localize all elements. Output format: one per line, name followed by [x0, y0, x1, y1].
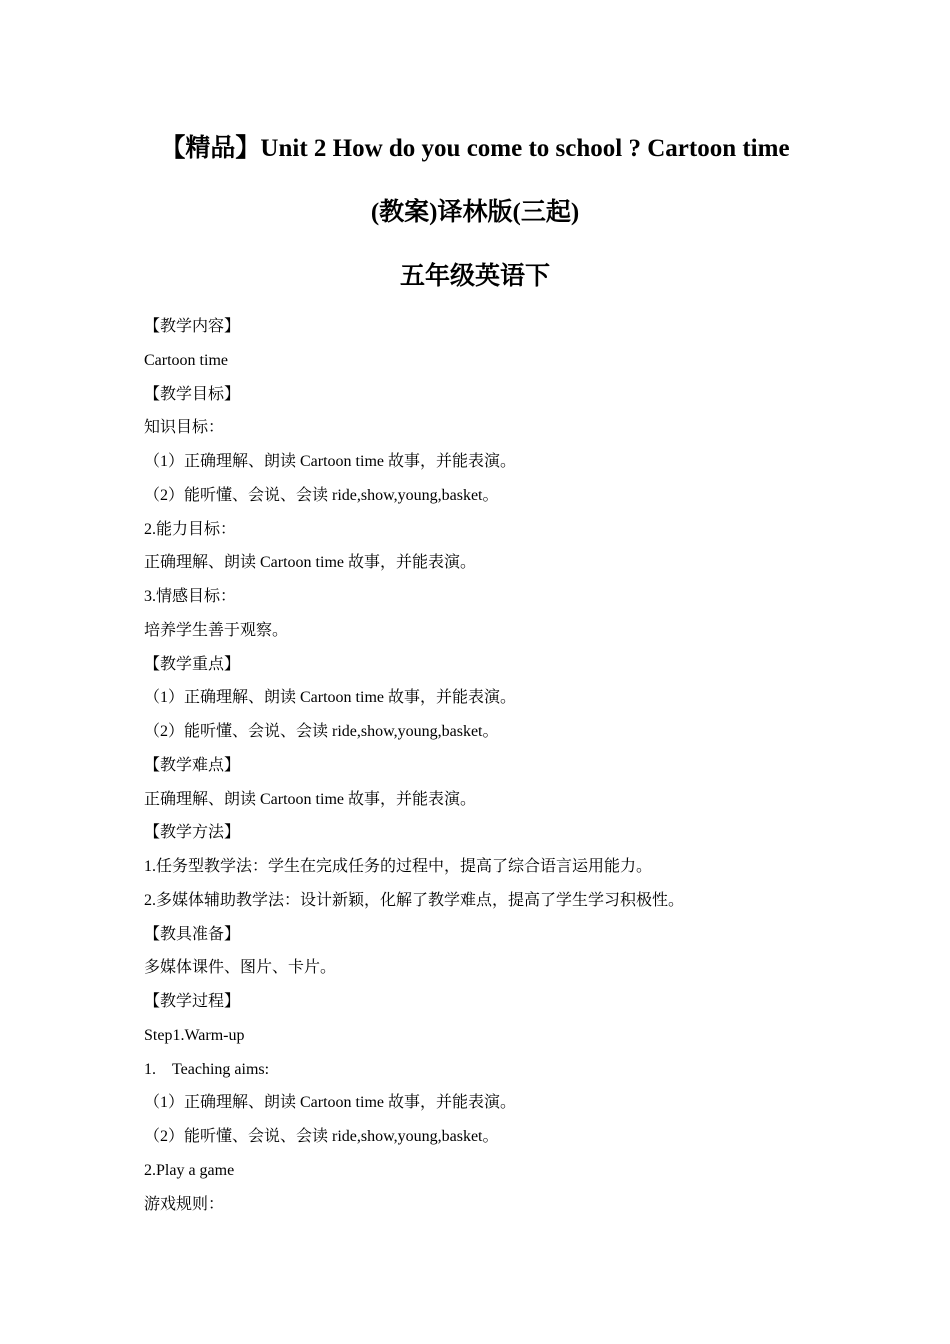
paragraph: 2.多媒体辅助教学法：设计新颖，化解了教学难点，提高了学生学习积极性。: [144, 891, 685, 909]
section-heading-difficulties: 【教学难点】: [144, 756, 241, 774]
document-title-line-3: 五年级英语下: [399, 263, 550, 290]
document-title-line-1: 【精品】Unit 2 How do you come to school ? Cartoon time: [160, 135, 790, 162]
section-heading-objectives: 【教学目标】: [144, 385, 241, 403]
numbered-list-item: [144, 1053, 824, 1087]
paragraph: 游戏规则：: [144, 1195, 225, 1213]
section-heading-materials: 【教具准备】: [144, 925, 241, 943]
paragraph: （2）能听懂、会说、会读 ride,show,young,basket。: [144, 1128, 499, 1145]
paragraph: 知识目标：: [144, 419, 225, 437]
list-item-text: Teaching aims:: [172, 1060, 270, 1078]
section-heading-methods: 【教学方法】: [144, 824, 241, 842]
paragraph: 2.Play a game: [144, 1161, 235, 1179]
list-number: 1.: [144, 1060, 156, 1078]
section-heading-content: 【教学内容】: [144, 318, 241, 335]
paragraph: 3.情感目标：: [144, 588, 237, 605]
document-body: [144, 310, 824, 1221]
paragraph: 正确理解、朗读 Cartoon time 故事，并能表演。: [144, 790, 476, 808]
paragraph: 多媒体课件、图片、卡片。: [144, 959, 337, 977]
paragraph: （1）正确理解、朗读 Cartoon time 故事，并能表演。: [144, 1094, 516, 1112]
paragraph: 正确理解、朗读 Cartoon time 故事，并能表演。: [144, 554, 476, 572]
paragraph: 1.任务型教学法：学生在完成任务的过程中，提高了综合语言运用能力。: [144, 858, 653, 875]
document-title-line-2: (教案)译林版(三起): [370, 199, 580, 226]
paragraph: （2）能听懂、会说、会读 ride,show,young,basket。: [144, 723, 499, 740]
paragraph: Step1.Warm-up: [144, 1026, 245, 1044]
paragraph: Cartoon time: [144, 351, 228, 369]
section-heading-key-points: 【教学重点】: [144, 655, 241, 673]
section-heading-process: 【教学过程】: [144, 993, 241, 1010]
paragraph: （2）能听懂、会说、会读 ride,show,young,basket。: [144, 486, 499, 504]
paragraph: 培养学生善于观察。: [144, 621, 289, 639]
paragraph: （1）正确理解、朗读 Cartoon time 故事，并能表演。: [144, 689, 516, 707]
paragraph: （1）正确理解、朗读 Cartoon time 故事，并能表演。: [144, 453, 516, 470]
paragraph: 2.能力目标：: [144, 520, 237, 538]
